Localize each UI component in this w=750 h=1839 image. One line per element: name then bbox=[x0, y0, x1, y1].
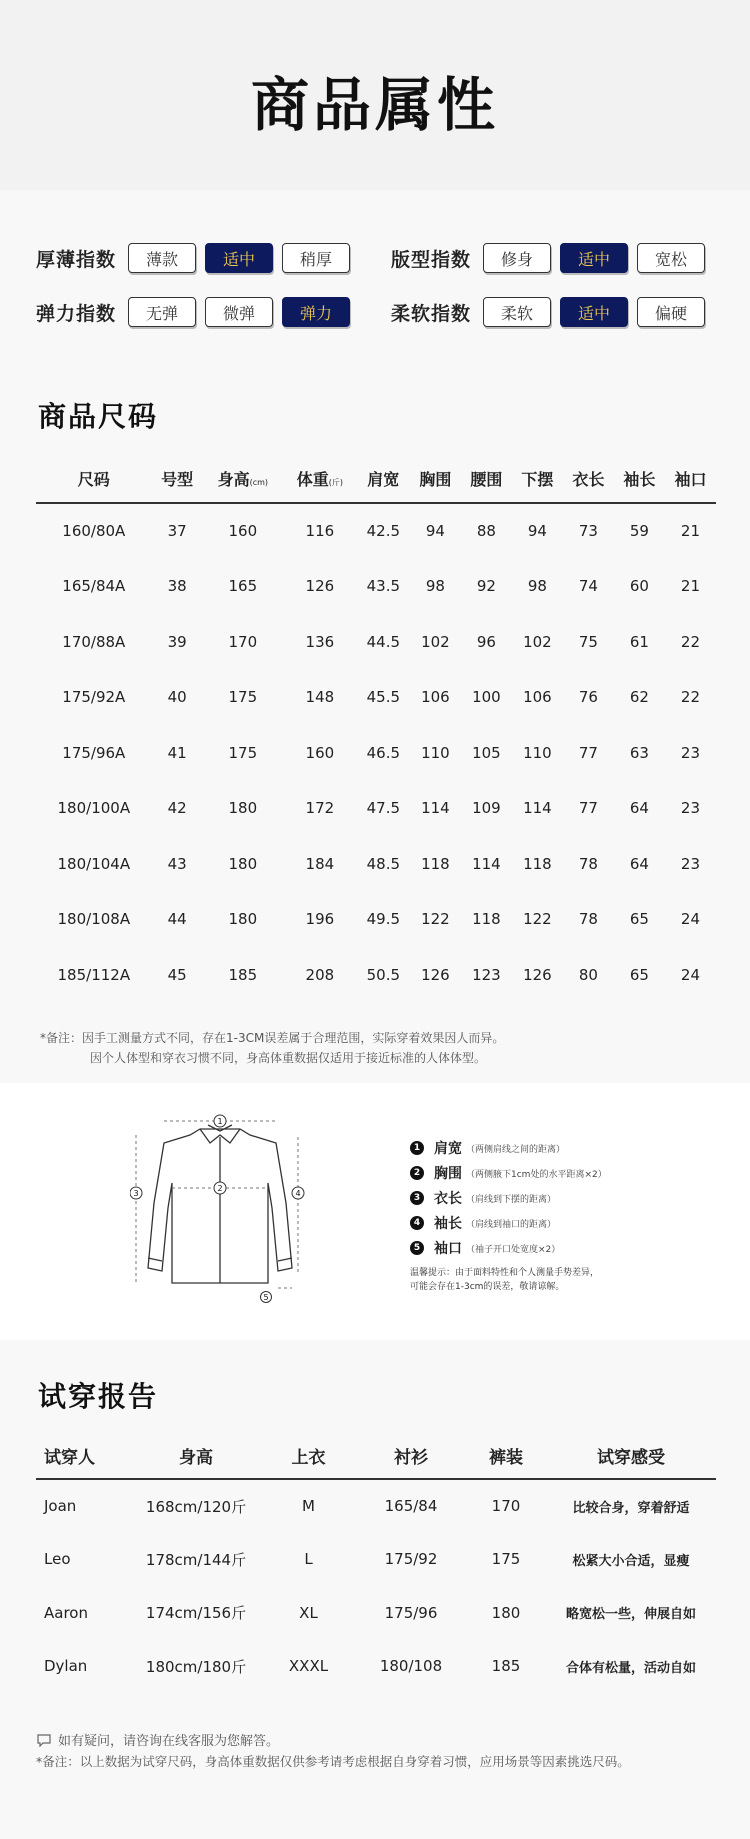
trial-cell: 174cm/156斤 bbox=[145, 1604, 247, 1623]
size-cell: 118 bbox=[472, 910, 501, 929]
attr-row-thickness bbox=[36, 241, 359, 275]
svg-text:1: 1 bbox=[217, 1117, 223, 1126]
legend-sleeve bbox=[410, 1213, 556, 1233]
title-section bbox=[0, 0, 750, 190]
size-cell: 47.5 bbox=[366, 799, 401, 818]
legend-number: 5 bbox=[410, 1241, 424, 1255]
size-cell: 100 bbox=[472, 688, 501, 707]
size-cell: 148 bbox=[305, 688, 335, 707]
size-cell: 42 bbox=[167, 799, 187, 818]
diagram-markers bbox=[130, 1115, 304, 1303]
size-cell: 175 bbox=[228, 688, 258, 707]
legend-shoulder bbox=[410, 1138, 565, 1158]
size-table-row bbox=[36, 892, 716, 948]
size-heading: 商品尺码 bbox=[38, 400, 159, 433]
size-cell: 39 bbox=[167, 632, 187, 651]
size-cell: 40 bbox=[167, 688, 187, 707]
trial-table-row bbox=[36, 1533, 716, 1587]
trial-cell: L bbox=[304, 1550, 313, 1569]
header-unit: (cm) bbox=[249, 478, 269, 487]
size-cell: 75 bbox=[578, 632, 598, 651]
size-table-row bbox=[36, 670, 716, 726]
size-cell: 180 bbox=[228, 799, 258, 818]
size-cell: 45.5 bbox=[366, 688, 401, 707]
size-cell: 92 bbox=[476, 577, 496, 596]
size-cell: 114 bbox=[421, 799, 450, 818]
size-cell: 38 bbox=[167, 577, 187, 596]
size-cell: 126 bbox=[421, 965, 450, 984]
legend-desc: （肩线到下摆的距离） bbox=[466, 1194, 557, 1205]
size-cell: 59 bbox=[629, 522, 649, 541]
legend-desc: （肩线到袖口的距离） bbox=[466, 1219, 557, 1230]
size-cell: 114 bbox=[523, 799, 552, 818]
trial-table-row bbox=[36, 1640, 716, 1694]
size-cell: 77 bbox=[578, 799, 598, 818]
size-cell: 122 bbox=[523, 910, 552, 929]
size-cell: 24 bbox=[680, 910, 700, 929]
size-cell: 180 bbox=[228, 910, 258, 929]
legend-desc: （两侧腋下1cm处的水平距离×2） bbox=[466, 1169, 607, 1180]
trial-cell: 185 bbox=[491, 1657, 521, 1676]
legend-number: 1 bbox=[410, 1141, 424, 1155]
size-cell: 180/108A bbox=[57, 910, 131, 929]
trial-cell: Leo bbox=[44, 1550, 71, 1569]
attr-option: 柔软 bbox=[483, 297, 551, 327]
trial-note: *备注：以上数据为试穿尺码，身高体重数据仅供参考请考虑根据自身穿着习惯，应用场景等因素挑选尺码。 bbox=[36, 1754, 630, 1769]
header-cell: 号型 bbox=[152, 455, 203, 503]
size-cell: 73 bbox=[578, 522, 598, 541]
size-table-row bbox=[36, 503, 716, 559]
size-cell: 106 bbox=[523, 688, 552, 707]
shirt-diagram bbox=[130, 1113, 310, 1303]
attr-option: 稍厚 bbox=[282, 243, 350, 273]
trial-cell: 松紧大小合适，显瘦 bbox=[572, 1553, 690, 1569]
size-cell: 23 bbox=[680, 799, 700, 818]
size-cell: 88 bbox=[476, 522, 496, 541]
size-cell: 165/84A bbox=[62, 577, 126, 596]
size-cell: 80 bbox=[578, 965, 598, 984]
size-table bbox=[36, 455, 716, 1003]
size-note-line1: *备注：因手工测量方式不同，存在1-3CM误差属于合理范围，实际穿着效果因人而异。 bbox=[40, 1031, 505, 1045]
size-cell: 98 bbox=[527, 577, 547, 596]
attr-option-selected: 适中 bbox=[205, 243, 273, 273]
size-cell: 63 bbox=[629, 743, 649, 762]
header-cell bbox=[203, 455, 283, 503]
attr-row-elasticity bbox=[36, 295, 359, 329]
size-cell: 44 bbox=[167, 910, 187, 929]
trial-cell: 比较合身，穿着舒适 bbox=[572, 1500, 690, 1516]
size-cell: 44.5 bbox=[366, 632, 401, 651]
size-cell: 45 bbox=[167, 965, 187, 984]
size-table-row bbox=[36, 836, 716, 892]
size-cell: 64 bbox=[629, 799, 649, 818]
size-cell: 48.5 bbox=[366, 854, 401, 873]
size-cell: 22 bbox=[680, 632, 700, 651]
size-cell: 98 bbox=[425, 577, 445, 596]
attr-option-selected: 适中 bbox=[560, 297, 628, 327]
attr-label: 版型指数 bbox=[391, 248, 472, 271]
size-cell: 65 bbox=[629, 965, 649, 984]
header-cell: 试穿感受 bbox=[546, 1433, 716, 1479]
legend-number: 2 bbox=[410, 1166, 424, 1180]
size-cell: 64 bbox=[629, 854, 649, 873]
size-cell: 172 bbox=[305, 799, 335, 818]
size-cell: 65 bbox=[629, 910, 649, 929]
header-text: 体重 bbox=[296, 470, 329, 489]
size-cell: 185/112A bbox=[57, 965, 131, 984]
faq-line bbox=[36, 1730, 279, 1749]
size-cell: 175/92A bbox=[62, 688, 126, 707]
attr-row-softness bbox=[391, 295, 714, 329]
chat-icon bbox=[36, 1733, 52, 1747]
trial-table-row bbox=[36, 1586, 716, 1640]
attr-option: 薄款 bbox=[128, 243, 196, 273]
size-note-line2: 因个人体型和穿衣习惯不同，身高体重数据仅适用于接近标准的人体体型。 bbox=[90, 1051, 487, 1065]
size-cell: 21 bbox=[680, 522, 700, 541]
attr-row-fit bbox=[391, 241, 714, 275]
trial-cell: XL bbox=[299, 1603, 318, 1622]
header-cell: 身高 bbox=[131, 1433, 261, 1479]
size-cell: 165 bbox=[228, 577, 258, 596]
measurement-diagram-section bbox=[0, 1083, 750, 1340]
header-cell: 上衣 bbox=[261, 1433, 356, 1479]
size-cell: 46.5 bbox=[366, 743, 401, 762]
tip-line1: 温馨提示：由于面料特性和个人测量手势差异， bbox=[410, 1268, 600, 1278]
header-cell: 试穿人 bbox=[36, 1433, 131, 1479]
trial-cell: Aaron bbox=[44, 1603, 88, 1622]
legend-name: 胸围 bbox=[434, 1166, 462, 1182]
trial-cell: 180/108 bbox=[379, 1657, 443, 1676]
header-cell: 尺码 bbox=[36, 455, 152, 503]
size-cell: 175 bbox=[228, 743, 258, 762]
size-cell: 96 bbox=[476, 632, 496, 651]
size-cell: 21 bbox=[680, 577, 700, 596]
header-cell: 衬衫 bbox=[356, 1433, 466, 1479]
legend-cuff bbox=[410, 1238, 560, 1258]
trial-cell: 168cm/120斤 bbox=[145, 1497, 247, 1516]
size-cell: 180/104A bbox=[57, 854, 131, 873]
trial-cell: 175/96 bbox=[384, 1603, 438, 1622]
trial-report-section bbox=[0, 1340, 750, 1839]
trial-cell: 180cm/180斤 bbox=[145, 1657, 247, 1676]
header-cell: 下摆 bbox=[512, 455, 563, 503]
attr-option-selected: 弹力 bbox=[282, 297, 350, 327]
size-cell: 160 bbox=[305, 743, 335, 762]
size-cell: 123 bbox=[472, 965, 501, 984]
attr-option: 偏硬 bbox=[637, 297, 705, 327]
attr-option: 宽松 bbox=[637, 243, 705, 273]
page-title: 商品属性 bbox=[250, 71, 499, 139]
size-cell: 110 bbox=[421, 743, 450, 762]
trial-cell: 178cm/144斤 bbox=[145, 1550, 247, 1569]
size-cell: 106 bbox=[421, 688, 450, 707]
size-cell: 110 bbox=[523, 743, 552, 762]
header-cell: 袖口 bbox=[665, 455, 716, 503]
attr-label: 厚薄指数 bbox=[36, 248, 117, 271]
size-cell: 43.5 bbox=[366, 577, 401, 596]
attr-option: 无弹 bbox=[128, 297, 196, 327]
size-cell: 170/88A bbox=[62, 632, 126, 651]
size-cell: 175/96A bbox=[62, 743, 126, 762]
size-cell: 43 bbox=[167, 854, 187, 873]
size-cell: 208 bbox=[305, 965, 335, 984]
legend-name: 衣长 bbox=[434, 1191, 462, 1207]
svg-text:3: 3 bbox=[133, 1189, 139, 1198]
size-cell: 94 bbox=[527, 522, 547, 541]
size-table-body bbox=[36, 503, 716, 1003]
size-cell: 118 bbox=[421, 854, 450, 873]
size-cell: 78 bbox=[578, 910, 598, 929]
size-cell: 61 bbox=[629, 632, 649, 651]
size-cell: 41 bbox=[167, 743, 187, 762]
size-cell: 184 bbox=[305, 854, 335, 873]
legend-desc: （袖子开口处宽度×2） bbox=[466, 1244, 561, 1255]
size-table-row bbox=[36, 781, 716, 837]
size-cell: 102 bbox=[523, 632, 552, 651]
attr-label: 弹力指数 bbox=[36, 302, 117, 325]
size-table-header bbox=[36, 455, 716, 503]
trial-heading: 试穿报告 bbox=[38, 1380, 159, 1413]
trial-cell: 合体有松量，活动自如 bbox=[565, 1660, 696, 1676]
header-cell: 袖长 bbox=[614, 455, 665, 503]
svg-text:5: 5 bbox=[263, 1293, 269, 1302]
trial-cell: 165/84 bbox=[384, 1497, 438, 1516]
header-cell: 肩宽 bbox=[357, 455, 410, 503]
size-cell: 50.5 bbox=[366, 965, 401, 984]
size-cell: 94 bbox=[425, 522, 445, 541]
size-cell: 23 bbox=[680, 854, 700, 873]
size-cell: 160 bbox=[228, 522, 258, 541]
legend-name: 袖口 bbox=[434, 1241, 462, 1257]
size-cell: 74 bbox=[578, 577, 598, 596]
trial-cell: 175/92 bbox=[384, 1550, 438, 1569]
tip-line2: 可能会存在1-3cm的误差，敬请谅解。 bbox=[410, 1282, 565, 1292]
size-cell: 185 bbox=[228, 965, 258, 984]
size-cell: 116 bbox=[305, 522, 335, 541]
faq-text: 如有疑问，请咨询在线客服为您解答。 bbox=[58, 1734, 280, 1749]
legend-chest bbox=[410, 1163, 607, 1183]
trial-cell: M bbox=[302, 1497, 315, 1516]
trial-cell: 170 bbox=[491, 1497, 521, 1516]
size-cell: 196 bbox=[305, 910, 335, 929]
attr-option: 微弹 bbox=[205, 297, 273, 327]
size-cell: 160/80A bbox=[62, 522, 126, 541]
trial-cell: 175 bbox=[491, 1550, 521, 1569]
size-cell: 49.5 bbox=[366, 910, 401, 929]
legend-number: 3 bbox=[410, 1191, 424, 1205]
trial-cell: Dylan bbox=[44, 1657, 88, 1676]
attr-option: 修身 bbox=[483, 243, 551, 273]
trial-table-row bbox=[36, 1479, 716, 1533]
size-table-row bbox=[36, 614, 716, 670]
measurement-tip bbox=[410, 1266, 650, 1294]
size-cell: 60 bbox=[629, 577, 649, 596]
size-cell: 77 bbox=[578, 743, 598, 762]
size-cell: 170 bbox=[228, 632, 258, 651]
legend-length bbox=[410, 1188, 556, 1208]
trial-table-header bbox=[36, 1433, 716, 1479]
size-cell: 23 bbox=[680, 743, 700, 762]
size-cell: 114 bbox=[472, 854, 501, 873]
legend-number: 4 bbox=[410, 1216, 424, 1230]
header-cell bbox=[283, 455, 357, 503]
svg-text:2: 2 bbox=[217, 1184, 223, 1193]
legend-name: 袖长 bbox=[434, 1216, 462, 1232]
size-cell: 126 bbox=[523, 965, 552, 984]
header-text: 身高 bbox=[217, 470, 250, 489]
trial-cell: Joan bbox=[44, 1497, 77, 1516]
attr-label: 柔软指数 bbox=[391, 302, 472, 325]
header-cell: 衣长 bbox=[563, 455, 614, 503]
trial-cell: XXXL bbox=[288, 1657, 329, 1676]
size-cell: 109 bbox=[472, 799, 501, 818]
size-cell: 102 bbox=[421, 632, 450, 651]
size-cell: 136 bbox=[305, 632, 335, 651]
size-cell: 180/100A bbox=[57, 799, 131, 818]
legend-desc: （两侧肩线之间的距离） bbox=[466, 1144, 566, 1155]
size-cell: 62 bbox=[629, 688, 649, 707]
trial-cell: 略宽松一些，伸展自如 bbox=[565, 1607, 696, 1623]
trial-table-body bbox=[36, 1479, 716, 1693]
svg-text:4: 4 bbox=[295, 1189, 301, 1198]
size-cell: 126 bbox=[305, 577, 335, 596]
size-cell: 37 bbox=[167, 522, 187, 541]
size-table-row bbox=[36, 559, 716, 615]
size-table-row bbox=[36, 947, 716, 1003]
size-cell: 122 bbox=[421, 910, 450, 929]
trial-cell: 180 bbox=[491, 1603, 521, 1622]
header-cell: 胸围 bbox=[410, 455, 461, 503]
header-cell: 裤装 bbox=[466, 1433, 546, 1479]
header-unit: (斤) bbox=[328, 478, 343, 487]
trial-table bbox=[36, 1433, 716, 1693]
size-table-row bbox=[36, 725, 716, 781]
size-cell: 76 bbox=[578, 688, 598, 707]
size-cell: 118 bbox=[523, 854, 552, 873]
attr-option-selected: 适中 bbox=[560, 243, 628, 273]
size-cell: 105 bbox=[472, 743, 501, 762]
attributes-and-size-section bbox=[0, 190, 750, 1083]
size-cell: 24 bbox=[680, 965, 700, 984]
size-cell: 78 bbox=[578, 854, 598, 873]
size-cell: 180 bbox=[228, 854, 258, 873]
legend-name: 肩宽 bbox=[434, 1141, 462, 1157]
size-cell: 42.5 bbox=[366, 522, 401, 541]
size-cell: 22 bbox=[680, 688, 700, 707]
header-cell: 腰围 bbox=[461, 455, 512, 503]
